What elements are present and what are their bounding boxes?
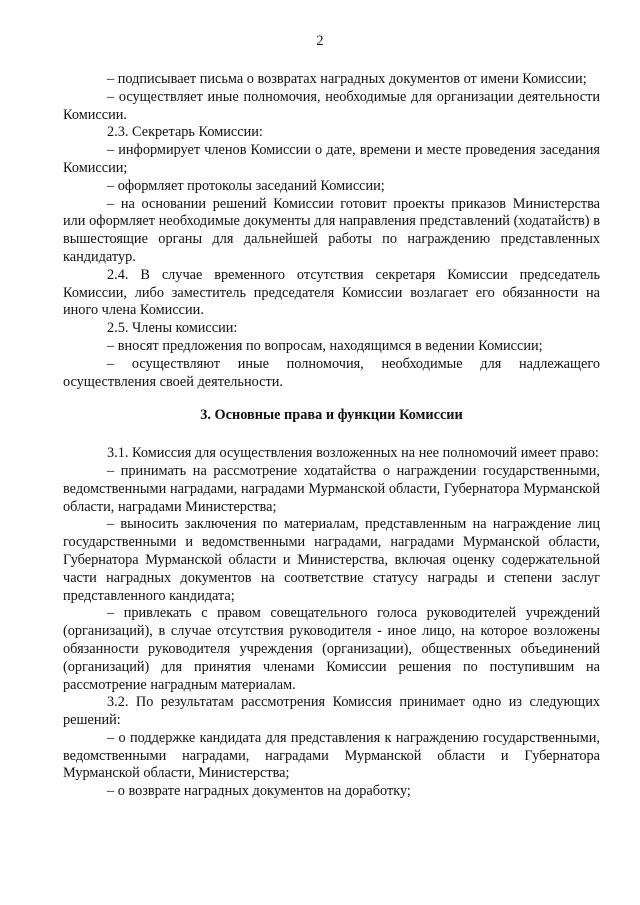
paragraph: – о поддержке кандидата для представления к награждению государственными, ведомственными наградами, наградами Мурманской области и Губернатора Мурманской области, Министерства;	[63, 729, 600, 782]
paragraph: – информирует членов Комиссии о дате, времени и месте проведения заседания Комиссии;	[63, 142, 600, 176]
paragraph: – осуществляет иные полномочия, необходимые для организации деятельности Комиссии.	[63, 88, 600, 123]
paragraph: – принимать на рассмотрение ходатайства о награждении государственными, ведомственными наградами, наградами Мурманской области, Губернатора Мурманской области, наградами Министерства;	[63, 462, 600, 515]
section-heading: 3. Основные права и функции Комиссии	[200, 407, 463, 424]
paragraph: – оформляет протоколы заседаний Комиссии;	[107, 177, 385, 194]
paragraph: 2.5. Члены комиссии:	[107, 320, 238, 337]
paragraph: 2.4. В случае временного отсутствия секретаря Комиссии председатель Комиссии, либо заместитель председателя Комиссии возлагает его обязанности на иного члена Комиссии.	[63, 266, 600, 319]
paragraph: 3.2. По результатам рассмотрения Комиссия принимает одно из следующих решений:	[63, 694, 600, 729]
page-number: 2	[316, 33, 324, 49]
paragraph: 3.1. Комиссия для осуществления возложенных на нее полномочий имеет право:	[107, 445, 599, 462]
paragraph: – на основании решений Комиссии готовит проекты приказов Министерства или оформляет необходимые документы для направления представлений (ходатайств) в вышестоящие органы для дальнейшей работы по награждению представленных кандидатур.	[63, 195, 600, 265]
paragraph: – осуществляют иные полномочия, необходимые для надлежащего осуществления своей деятельности.	[63, 355, 600, 390]
page-content	[63, 71, 600, 801]
paragraph: – о возврате наградных документов на доработку;	[107, 783, 411, 800]
paragraph: – вносят предложения по вопросам, находящимся в ведении Комиссии;	[107, 337, 543, 354]
paragraph: – подписывает письма о возвратах наградных документов от имени Комиссии;	[107, 71, 587, 87]
paragraph: 2.3. Секретарь Комиссии:	[107, 124, 263, 141]
paragraph: – выносить заключения по материалам, представленным на награждение лиц государственными и ведомственными наградами, наградами Мурманской области, Губернатора Мурманской области и Министерства, включая оценку содержательной части наградных документов на соответствие статусу награды и степени заслуг представленного кандидата;	[63, 516, 600, 604]
paragraph: – привлекать с правом совещательного голоса руководителей учреждений (организаций), в случае отсутствия руководителя - иное лицо, на которое возложены обязанности руководителя учреждения (организации), общественных объединений (организаций) для принятия членами Комиссии решения по поступившим на рассмотрение наградным материалам.	[63, 605, 600, 693]
